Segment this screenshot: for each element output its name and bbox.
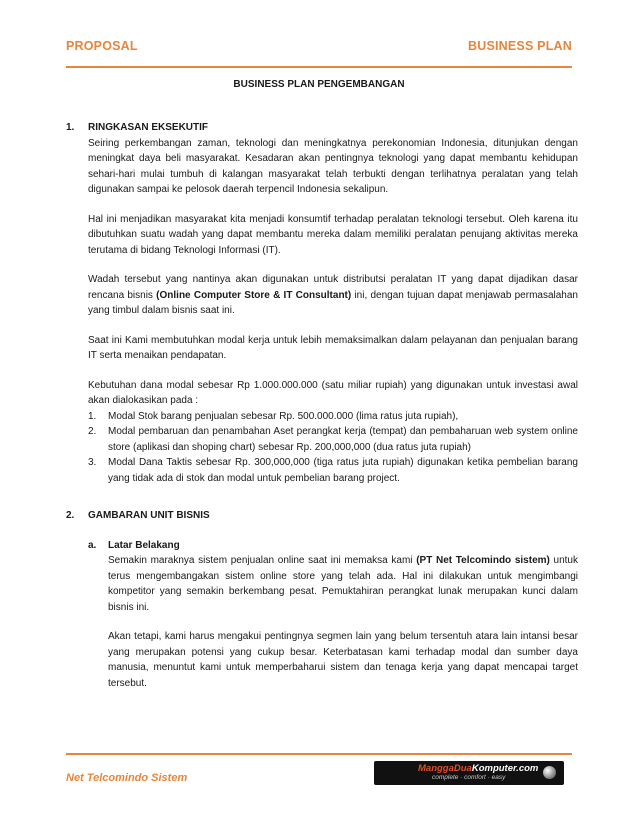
list-item [88, 424, 578, 455]
paragraph: Seiring perkembangan zaman, teknologi dan meningkatnya perekonomian Indonesia, ditunjukan dengan meningkat daya beli masyarakat. Kesadaran akan pentingnya teknologi yang dapat membantu kehidupan sehari-hari mulai tumbuh di kalangan masyarakat telah terbukti dengan terlihatnya peralatan yang telah digunakan sampai ke pelosok daerah terpencil Indonesia sekalipun. [88, 137, 578, 195]
globe-icon [543, 766, 556, 779]
document-title: BUSINESS PLAN PENGEMBANGAN [233, 79, 405, 90]
list-text: Modal Dana Taktis sebesar Rp. 300,000,000 (tiga ratus juta rupiah) digunakan ketika pembelian barang yang tidak ada di stok dan modal untuk pembelian barang project. [108, 457, 578, 484]
list-item [88, 455, 578, 486]
list-item [88, 409, 578, 425]
subsection-a-heading [88, 538, 578, 554]
list-text: Modal Stok barang penjualan sebesar Rp. 500.000.000 (lima ratus juta rupiah), [108, 410, 459, 422]
logo-highlight: ManggaDua [418, 763, 472, 774]
paragraph [108, 553, 578, 615]
document-body [66, 120, 578, 705]
allocation-list [88, 409, 578, 487]
section-title: GAMBARAN UNIT BISNIS [88, 510, 210, 521]
footer-company-name: Net Telcomindo Sistem [66, 772, 188, 784]
subsection-title: Latar Belakang [108, 539, 180, 551]
list-number: 1. [88, 410, 97, 422]
subsection-a-body [66, 553, 578, 691]
text-run: ini, dengan tujuan dapat menjawab permasalahan yang timbul dalam bisnis saat ini. [88, 289, 578, 316]
list-number: 3. [88, 457, 97, 468]
text-run: Wadah tersebut yang nantinya akan digunakan untuk distributsi peralatan IT yang dapat dijadikan dasar rencana bisnis [88, 274, 578, 301]
logo-rest: Komputer.com [471, 763, 539, 774]
section-1-body [66, 136, 578, 487]
header-right-label: BUSINESS PLAN [467, 39, 572, 53]
subsection-letter: a. [88, 539, 97, 551]
list-text: Modal pembaruan dan penambahan Aset perangkat kerja (tempat) dan pembaharuan web system online store (aplikasi dan shoping chart) sebesar Rp. 200,000,000 (dua ratus juta rupiah) [108, 426, 578, 453]
section-title: RINGKASAN EKSEKUTIF [88, 122, 209, 133]
list-number: 2. [88, 426, 97, 437]
section-number: 1. [66, 122, 75, 133]
bold-text: (Online Computer Store & IT Consultant) [156, 289, 352, 301]
section-2-heading [66, 508, 578, 524]
text-run: Semakin maraknya sistem penjualan online saat ini memaksa kami [108, 555, 417, 566]
section-number: 2. [66, 510, 75, 521]
footer-divider [66, 753, 572, 755]
paragraph: Saat ini Kami membutuhkan modal kerja untuk lebih memaksimalkan dalam pelayanan dan penjualan barang IT serta menaikan pendapatan. [88, 334, 578, 361]
paragraph [88, 272, 578, 319]
paragraph: Kebutuhan dana modal sebesar Rp 1.000.000.000 (satu miliar rupiah) yang digunakan untuk investasi awal akan dialokasikan pada : [88, 379, 578, 406]
bold-text: (PT Net Telcomindo sistem) [416, 555, 550, 566]
section-1-heading [66, 120, 578, 136]
header-divider [66, 66, 572, 68]
paragraph: Hal ini menjadikan masyarakat kita menjadi konsumtif terhadap peralatan teknologi tersebut. Oleh karena itu dibutuhkan suatu wadah yang dapat membantu mereka dalam memiliki peralatan penujang aktivitas mereka terutama di bidang Teknologi Informasi (IT). [88, 213, 578, 256]
logo-wordmark [418, 763, 538, 774]
text-run: untuk terus mengembangakan sistem online store yang telah ada. Hal ini dilakukan untuk mengimbangi kompetitor yang semakin berkembang pesat. Pemuktahiran perangkat lunak merupakan kunci dalam bisnis ini. [108, 555, 578, 613]
logo-tagline: complete · comfort · easy [432, 774, 506, 781]
header-left-label: PROPOSAL [66, 39, 138, 53]
paragraph: Akan tetapi, kami harus mengakui pentingnya segmen lain yang belum tersentuh atara lain intansi besar yang merupakan potensi yang cukup besar. Keterbatasan kami terhadap modal dan sumber daya manusia, menuntut kami untuk memperbaharui sistem dan tenaga kerja yang dapat mencapai target tersebut. [108, 631, 578, 689]
footer-logo [374, 761, 564, 785]
